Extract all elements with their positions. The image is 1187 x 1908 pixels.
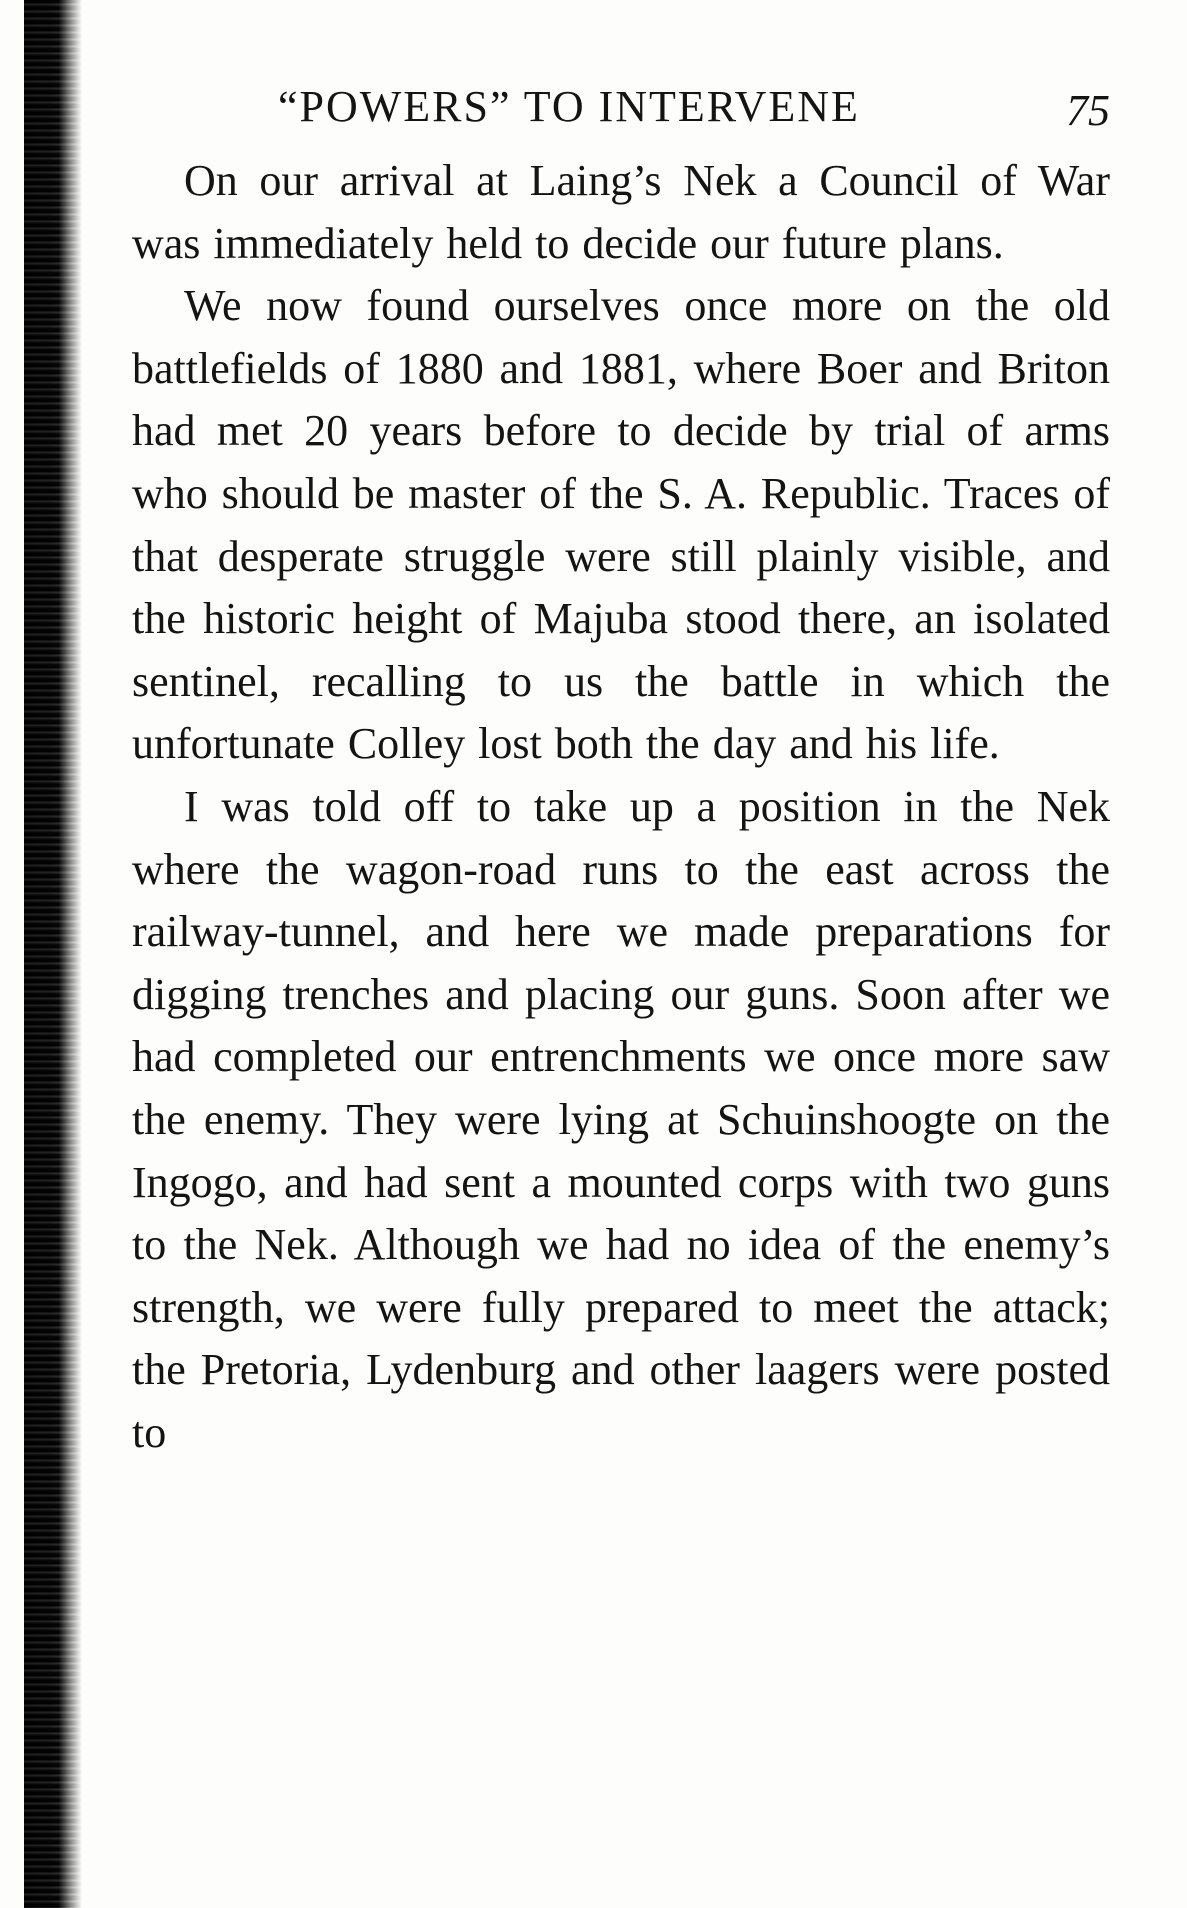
paragraph: On our arrival at Laing’s Nek a Council of War was immediately held to decide our future plans.	[132, 156, 1110, 268]
page-number: 75	[1066, 86, 1110, 135]
book-spine-shadow	[24, 0, 82, 1908]
running-title: “POWERS” TO INTERVENE	[278, 82, 860, 131]
paragraph: We now found ourselves once more on the old battlefields of 1880 and 1881, where Boer and Briton had met 20 years before to decide by trial of arms who should be master of the S. A. Republic. Traces of that desperate struggle were still plainly visible, and the historic height of Majuba stood there, an isolated sentinel, recalling to us the battle in which the unfortunate Colley lost both the day and his life.	[132, 281, 1110, 769]
page-header	[130, 82, 1140, 135]
paragraph: I was told off to take up a position in the Nek where the wagon-road runs to the east across the railway-tunnel, and here we made preparations for digging trenches and placing our guns. Soon after we had completed our entrenchments we once more saw the enemy. They were lying at Schuinshoogte on the Ingogo, and had sent a mounted corps with two guns to the Nek. Although we had no idea of the enemy’s strength, we were fully prepared to meet the attack; the Pretoria, Lydenburg and other laagers were posted to	[132, 781, 1110, 1457]
body-text	[132, 150, 1110, 1464]
